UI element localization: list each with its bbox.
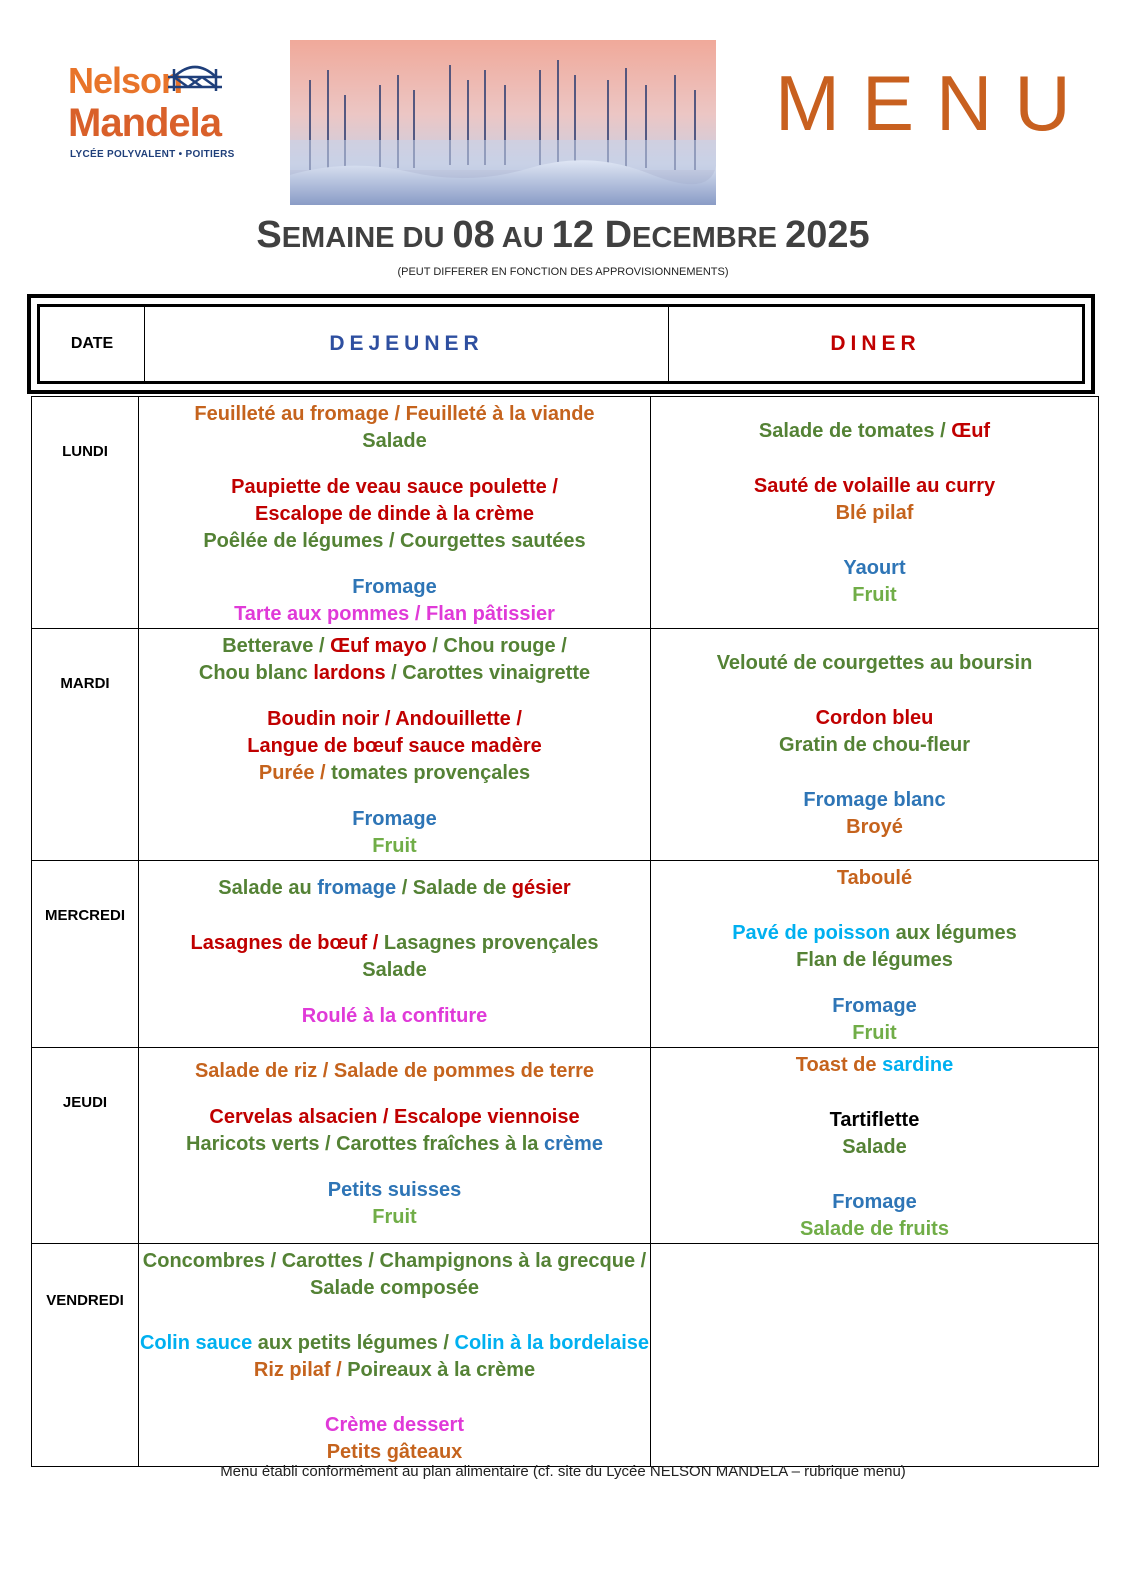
dinner-cell — [651, 1244, 1099, 1467]
supply-note: (PEUT DIFFERER EN FONCTION DES APPROVISIONNEMENTS) — [397, 266, 729, 278]
menu-item — [651, 1052, 1098, 1079]
menu-item: Salade de fruits — [800, 1218, 949, 1240]
menu-item: Flan de légumes — [796, 949, 953, 971]
bridge-icon — [166, 61, 224, 95]
menu-item: Paupiette de veau sauce poulette / — [231, 476, 558, 498]
header-dinner: DINER — [830, 332, 921, 355]
lunch-cell — [139, 1048, 651, 1244]
menu-item: Broyé — [846, 816, 903, 838]
menu-title: MENU — [775, 59, 1093, 147]
week-title-part: EMAINE DU — [281, 222, 453, 254]
menu-item: Crème dessert — [325, 1414, 464, 1436]
day-name: MARDI — [60, 675, 110, 692]
dinner-cell — [651, 1048, 1099, 1244]
menu-item: Cervelas alsacien / Escalope viennoise — [209, 1106, 580, 1128]
menu-item: Salade composée — [310, 1277, 479, 1299]
dinner-cell — [651, 629, 1099, 861]
week-year: 2025 — [785, 214, 870, 256]
menu-item: Salade — [362, 430, 427, 452]
logo-line1: Nelson — [68, 60, 183, 101]
menu-item-part: Poireaux à la crème — [347, 1359, 536, 1381]
table-header — [27, 294, 1095, 394]
week-title — [0, 214, 1126, 257]
menu-table — [31, 396, 1099, 1467]
dinner-cell — [651, 397, 1099, 629]
menu-item: Tarte aux pommes / Flan pâtissier — [234, 603, 555, 625]
day-name: JEUDI — [62, 1094, 108, 1111]
menu-item: Tartiflette — [829, 1109, 920, 1131]
menu-item: Salade — [842, 1136, 907, 1158]
menu-item-part: Betterave / — [222, 635, 331, 657]
menu-item — [139, 1357, 650, 1384]
menu-item: Poêlée de légumes / Courgettes sautées — [203, 530, 586, 552]
lunch-cell — [139, 397, 651, 629]
menu-item: Escalope de dinde à la crème — [254, 503, 534, 525]
table-row — [32, 1048, 1099, 1244]
menu-item-part: Colin à la bordelaise — [454, 1332, 650, 1354]
week-start-date: 08 — [452, 214, 495, 256]
menu-item: Fromage — [352, 808, 437, 830]
menu-item: Langue de bœuf sauce madère — [247, 735, 542, 757]
menu-item: Blé pilaf — [835, 502, 914, 524]
header-lunch: DEJEUNER — [145, 307, 669, 381]
day-name: VENDREDI — [46, 1292, 124, 1309]
menu-item: Yaourt — [843, 557, 906, 579]
menu-item-part: / Carottes vinaigrette — [385, 662, 591, 684]
week-title-part: ECEMBRE — [632, 222, 786, 254]
menu-item: Boudin noir / Andouillette / — [267, 708, 522, 730]
menu-item: Petits gâteaux — [326, 1441, 463, 1463]
menu-item-part: Œuf mayo — [330, 635, 427, 657]
menu-item-part: Œuf — [951, 420, 991, 442]
menu-item: Fromage blanc — [803, 789, 946, 811]
menu-item-part: / Chou rouge / — [426, 635, 567, 657]
menu-item: Fruit — [852, 584, 897, 606]
menu-item: Petits suisses — [327, 1179, 462, 1201]
menu-item — [139, 660, 650, 687]
menu-item: Fruit — [852, 1022, 897, 1044]
menu-item-part: Lasagnes de bœuf / — [190, 932, 384, 954]
menu-item: Feuilleté au fromage / Feuilleté à la viande — [194, 403, 595, 425]
table-row — [32, 861, 1099, 1048]
menu-item-part: Salade de tomates / — [758, 420, 952, 442]
menu-item: Gratin de chou-fleur — [778, 734, 971, 756]
table-row — [32, 1244, 1099, 1467]
menu-item-part: Toast de — [795, 1054, 883, 1076]
menu-item-part: fromage — [317, 877, 397, 899]
menu-item-part: Riz pilaf / — [253, 1359, 348, 1381]
menu-item: Sauté de volaille au curry — [753, 475, 996, 497]
menu-item-part: aux petits légumes / — [252, 1332, 455, 1354]
menu-item: Fruit — [372, 835, 417, 857]
menu-item-part: crème — [544, 1133, 603, 1155]
dinner-cell — [651, 861, 1099, 1048]
logo-line2: Mandela — [68, 101, 222, 145]
lunch-cell — [139, 861, 651, 1048]
menu-item: Fruit — [372, 1206, 417, 1228]
logo-subtitle: LYCÉE POLYVALENT • POITIERS — [70, 149, 235, 160]
week-title-part: AU — [494, 222, 552, 254]
school-logo — [58, 55, 243, 175]
menu-item — [651, 920, 1098, 947]
day-cell — [32, 629, 139, 861]
menu-item: Fromage — [832, 995, 917, 1017]
menu-item — [139, 1131, 650, 1158]
menu-item-part: Purée / — [258, 762, 332, 784]
menu-item: Concombres / Carottes / Champignons à la grecque / — [142, 1250, 647, 1272]
week-title-part: S — [256, 214, 282, 256]
week-title-part: D — [594, 214, 633, 256]
menu-item-part: Haricots verts / Carottes fraîches à la — [186, 1133, 544, 1155]
menu-item-part: gésier — [511, 877, 571, 899]
menu-item: Salade — [362, 959, 427, 981]
header-date: DATE — [40, 307, 145, 381]
menu-item-part: Pavé de poisson — [732, 922, 891, 944]
menu-item-part: Colin sauce — [139, 1332, 253, 1354]
menu-item — [139, 930, 650, 957]
menu-item: Taboulé — [836, 867, 913, 889]
table-row — [32, 397, 1099, 629]
day-cell — [32, 1048, 139, 1244]
day-cell — [32, 861, 139, 1048]
menu-item — [651, 418, 1098, 445]
menu-item: Velouté de courgettes au boursin — [716, 652, 1033, 674]
week-end-date: 12 — [551, 214, 595, 256]
menu-item-part: lardons — [313, 662, 386, 684]
table-row — [32, 629, 1099, 861]
winter-landscape-photo — [290, 40, 716, 205]
lunch-cell — [139, 629, 651, 861]
menu-item — [139, 1330, 650, 1357]
menu-item-part: Salade au — [218, 877, 318, 899]
menu-item-part: Chou blanc — [198, 662, 314, 684]
menu-item — [139, 760, 650, 787]
day-cell — [32, 397, 139, 629]
lunch-cell — [139, 1244, 651, 1467]
menu-item: Fromage — [832, 1191, 917, 1213]
menu-item — [139, 633, 650, 660]
menu-item-part: Lasagnes provençales — [383, 932, 599, 954]
menu-item-part: / Salade de — [396, 877, 512, 899]
day-cell — [32, 1244, 139, 1467]
menu-item-part: tomates provençales — [331, 762, 531, 784]
menu-item: Roulé à la confiture — [301, 1005, 488, 1027]
day-name: LUNDI — [62, 443, 108, 460]
menu-item-part: aux légumes — [890, 922, 1017, 944]
footer-note: Menu établi conformément au plan alimentaire (cf. site du Lycée NELSON MANDELA – rubrique menu) — [220, 1463, 906, 1480]
menu-item-part: sardine — [882, 1054, 954, 1076]
winter-landscape-image — [290, 40, 716, 205]
menu-item: Cordon bleu — [815, 707, 934, 729]
menu-item: Fromage — [352, 576, 437, 598]
menu-item: Salade de riz / Salade de pommes de terre — [194, 1060, 595, 1082]
day-name: MERCREDI — [44, 907, 125, 924]
menu-item — [139, 875, 650, 902]
